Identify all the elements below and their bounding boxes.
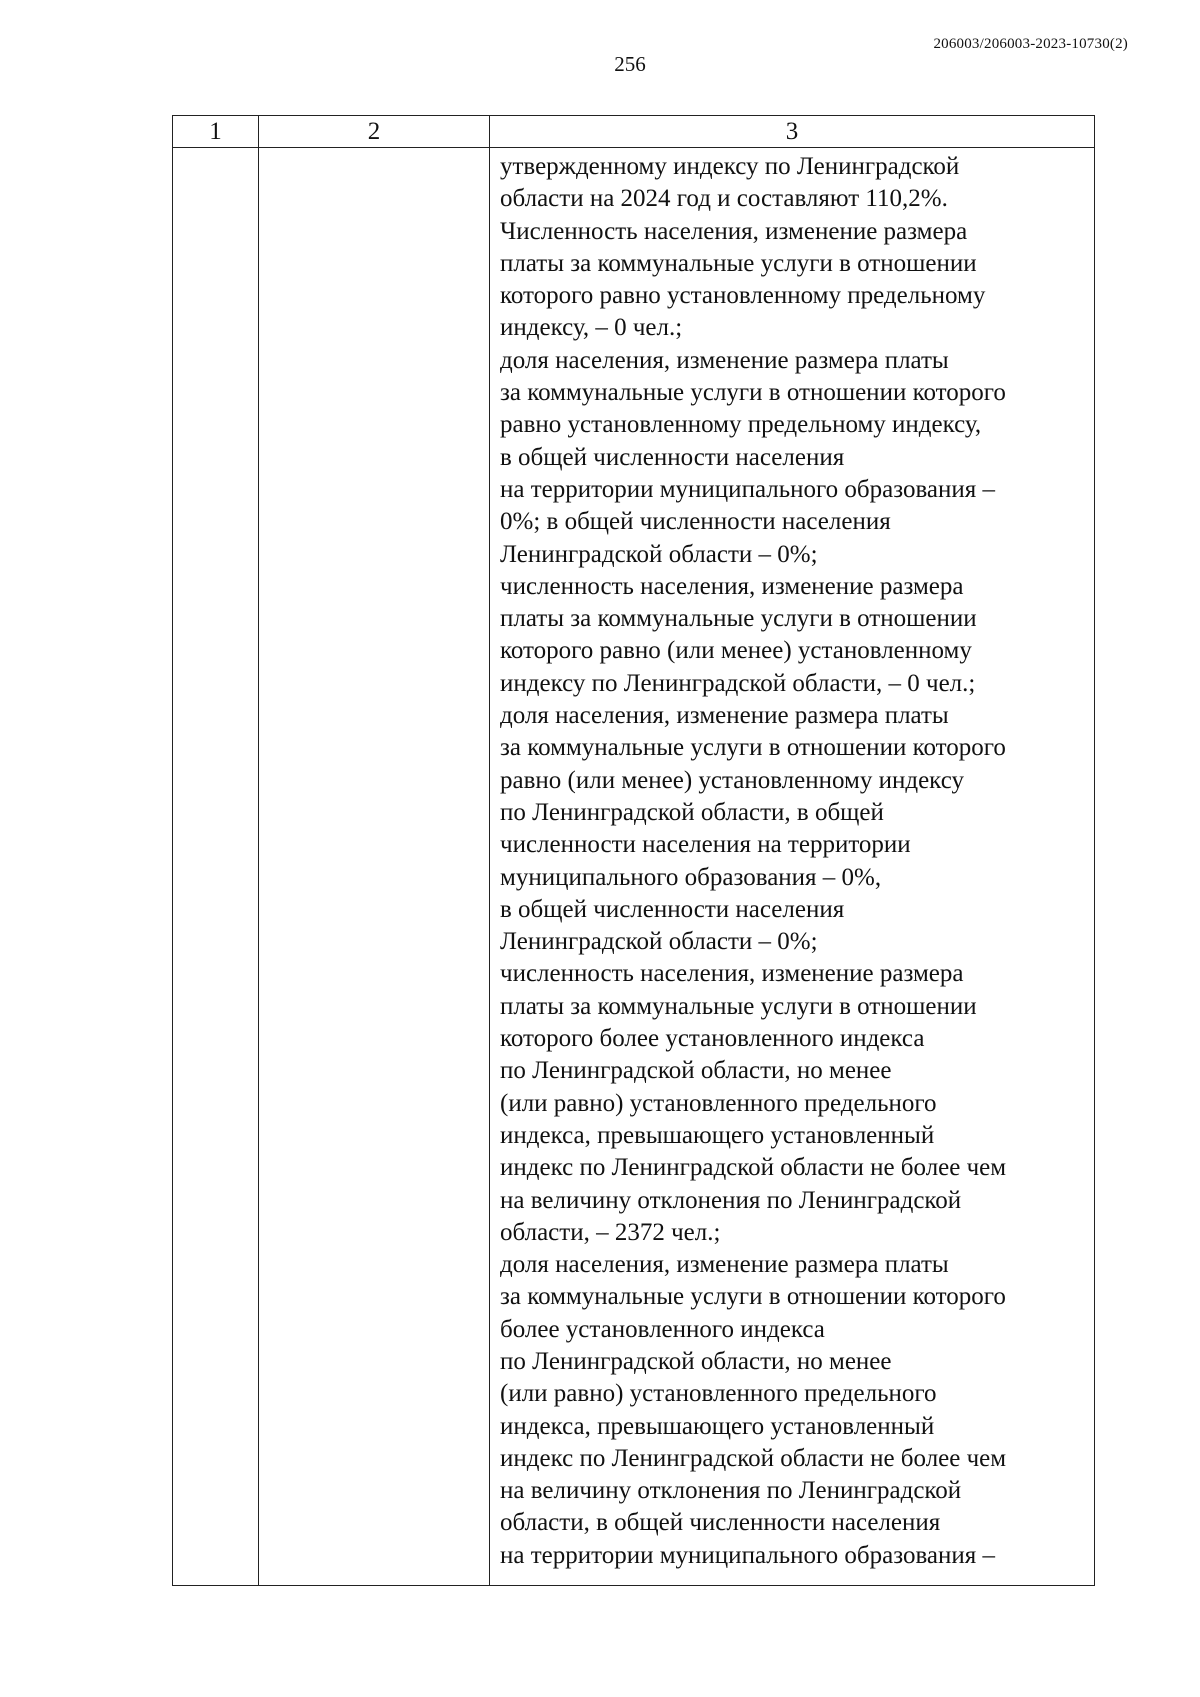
content-table — [172, 115, 1095, 1586]
text-line: индексу по Ленинградской области, – 0 чел.; — [500, 669, 976, 697]
text-line: по Ленинградской области, в общей — [500, 798, 884, 826]
text-line: по Ленинградской области, но менее — [500, 1057, 892, 1085]
document-id: 206003/206003-2023-10730(2) — [933, 36, 1128, 52]
text-line: платы за коммунальные услуги в отношении — [500, 992, 977, 1020]
text-line: численность населения, изменение размера — [500, 960, 964, 988]
table-row — [173, 148, 1095, 1586]
column-header-1: 1 — [173, 116, 259, 148]
text-line: за коммунальные услуги в отношении которого — [500, 379, 1006, 407]
text-line: Ленинградской области – 0%; — [500, 540, 818, 568]
text-line: равно (или менее) установленному индексу — [500, 766, 964, 794]
page-number: 256 — [614, 52, 646, 76]
text-line: индекса, превышающего установленный — [500, 1121, 935, 1149]
text-line: доля населения, изменение размера платы — [500, 346, 949, 374]
text-line: за коммунальные услуги в отношении которого — [500, 734, 1006, 762]
text-line: которого более установленного индекса — [500, 1025, 925, 1053]
text-line: индексу, – 0 чел.; — [500, 314, 683, 342]
text-line: области на 2024 год и составляют 110,2%. — [500, 185, 948, 213]
text-line: по Ленинградской области, но менее — [500, 1347, 892, 1375]
text-line: на величину отклонения по Ленинградской — [500, 1186, 962, 1214]
table-cell-column-1 — [173, 148, 259, 1586]
table-header-row — [173, 116, 1095, 148]
text-line: Ленинградской области – 0%; — [500, 928, 818, 956]
text-line: индекса, превышающего установленный — [500, 1412, 935, 1440]
text-line: индекс по Ленинградской области не более чем — [500, 1154, 1007, 1182]
text-line: индекс по Ленинградской области не более чем — [500, 1444, 1007, 1472]
text-line: численности населения на территории — [500, 831, 911, 859]
text-line: численность населения, изменение размера — [500, 572, 964, 600]
column-header-3: 3 — [490, 116, 1095, 148]
text-line: более установленного индекса — [500, 1315, 825, 1343]
text-line: (или равно) установленного предельного — [500, 1089, 937, 1117]
text-line: на территории муниципального образования – — [500, 1541, 996, 1569]
text-line: которого равно (или менее) установленному — [500, 637, 972, 665]
text-line: 0%; в общей численности населения — [500, 508, 891, 536]
text-line: за коммунальные услуги в отношении которого — [500, 1283, 1006, 1311]
text-line: равно установленному предельному индексу, — [500, 411, 982, 439]
text-line: платы за коммунальные услуги в отношении — [500, 249, 977, 277]
text-line: области, в общей численности населения — [500, 1509, 941, 1537]
text-line: доля населения, изменение размера платы — [500, 1251, 949, 1279]
text-line: на территории муниципального образования – — [500, 475, 996, 503]
text-line: на величину отклонения по Ленинградской — [500, 1477, 962, 1505]
text-line: платы за коммунальные услуги в отношении — [500, 605, 977, 633]
table-cell-column-2 — [259, 148, 490, 1586]
text-line: муниципального образования – 0%, — [500, 863, 882, 891]
text-line: области, – 2372 чел.; — [500, 1218, 721, 1246]
text-line: (или равно) установленного предельного — [500, 1380, 937, 1408]
text-line: Численность населения, изменение размера — [500, 217, 968, 245]
text-line: в общей численности населения — [500, 895, 845, 923]
text-line: которого равно установленному предельному — [500, 282, 986, 310]
column-header-2: 2 — [259, 116, 490, 148]
text-line: утвержденному индексу по Ленинградской — [500, 153, 960, 180]
text-line: доля населения, изменение размера платы — [500, 702, 949, 730]
table-cell-column-3 — [490, 148, 1095, 1586]
text-line: в общей численности населения — [500, 443, 845, 471]
